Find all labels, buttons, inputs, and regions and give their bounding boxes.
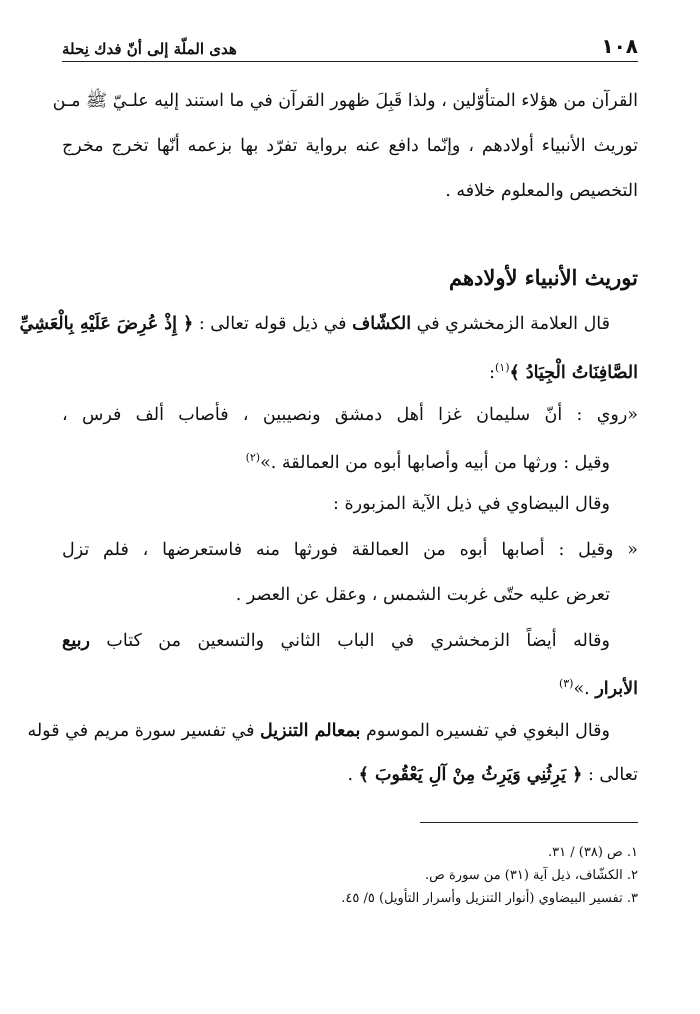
body-line — [19, 309, 638, 339]
quran-verse: الصَّافِنَاتُ الْجِيَادُ ﴾ — [509, 362, 638, 383]
body-line — [62, 353, 638, 383]
book-title: ربيع — [62, 631, 90, 651]
text-run: وقيل : ورثها من أبيه وأصابها أبوه من العمالقة .» — [260, 452, 610, 473]
quote-line — [62, 443, 638, 473]
text-run: قال العلامة الزمخشري في — [411, 314, 610, 334]
quran-verse: ﴿ يَرِثُنِي وَيَرِثُ مِنْ آلِ يَعْقُوبَ ﴾ — [358, 765, 583, 785]
text-run: في تفسير سورة مريم في قوله — [27, 721, 260, 741]
body-line — [62, 760, 638, 790]
running-head: هدى الملّة إلى أنّ فدك نِحلة — [62, 40, 237, 58]
section-heading: توريث الأنبياء لأولادهم — [448, 265, 638, 290]
footnote: ٢. الكشّاف، ذيل آية (٣١) من سورة ص. — [425, 868, 638, 883]
quote-line: «روي : أنّ سليمان غزا أهل دمشق ونصيبين ، فأصاب ألف فرس ، — [62, 405, 638, 425]
text-run: : — [489, 362, 495, 383]
text-run: وقال البغوي في تفسيره الموسوم — [360, 721, 610, 741]
body-line: القرآن من هؤلاء المتأوّلين ، ولذا قَبِلَ ظهور القرآن في ما استند إليه علـيّ ﷺ مـن — [52, 91, 638, 111]
footnote-divider — [420, 822, 638, 823]
body-line — [62, 669, 638, 699]
body-line: وقال البيضاوي في ذيل الآية المزبورة : — [332, 494, 610, 514]
text-run: في ذيل قوله تعالى : — [193, 314, 353, 334]
book-title: الكشّاف — [352, 314, 412, 334]
book-title: بمعالم التنزيل — [260, 721, 361, 741]
book-title: الأبرار — [595, 678, 638, 699]
footnote: ١. ص (٣٨) / ٣١. — [548, 845, 638, 860]
text-run: . — [347, 765, 359, 785]
footnote-ref: (٢) — [245, 451, 261, 464]
footnote-ref: (٣) — [558, 677, 574, 690]
text-run: .» — [573, 678, 596, 699]
page-header — [62, 28, 638, 62]
text-run: وقاله أيضاً الزمخشري في الباب الثاني والتسعين من كتاب — [89, 631, 610, 651]
body-line — [27, 716, 638, 746]
page-number: ١٠٨ — [601, 34, 638, 58]
quote-line: تعرض عليه حتّى غربت الشمس ، وعقل عن العصر . — [235, 585, 610, 605]
body-line: التخصيص والمعلوم خلافه . — [445, 181, 638, 201]
body-line: توريث الأنبياء أولادهم ، وإنّما دافع عنه برواية تفرّد بها بزعمه أنّها تخرج مخرج — [62, 136, 638, 156]
quran-verse: ﴿ إِذْ عُرِضَ عَلَيْهِ بِالْعَشِيِّ — [19, 314, 194, 334]
text-run: تعالى : — [582, 765, 638, 785]
footnote: ٣. تفسير البيضاوي (أنوار التنزيل وأسرار التأويل) ٥/ ٤٥. — [341, 891, 638, 906]
body-line — [62, 626, 638, 656]
quote-line: « وقيل : أصابها أبوه من العمالقة فورثها منه فاستعرضها ، فلم تزل — [62, 540, 638, 560]
footnote-ref: (١) — [494, 361, 510, 374]
